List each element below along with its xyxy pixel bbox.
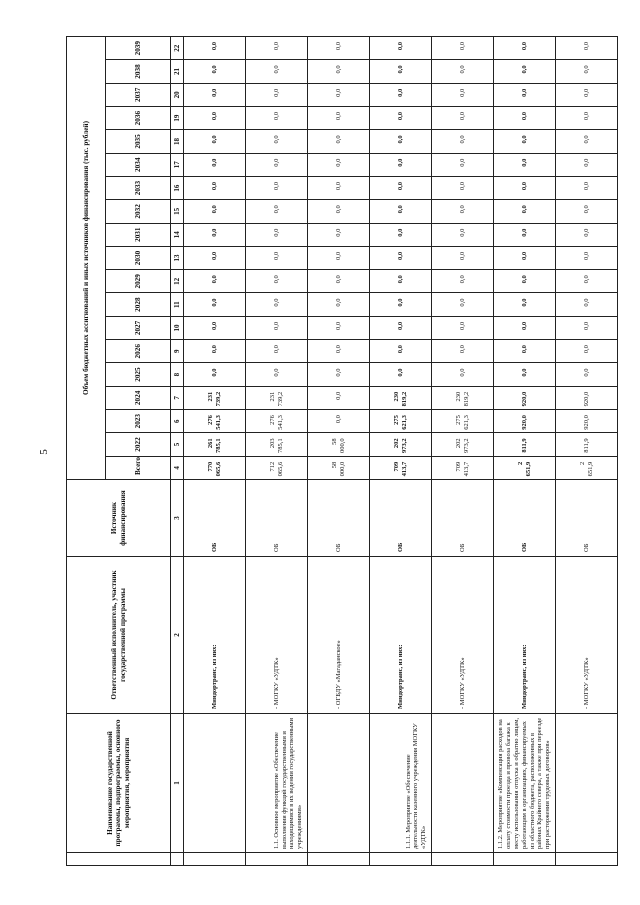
row-value: 0,0 <box>556 246 618 269</box>
row-marker <box>556 853 618 866</box>
column-number: 4 <box>171 456 184 479</box>
row-value: 0,0 <box>308 363 370 386</box>
row-value: 0,0 <box>494 293 556 316</box>
row-value: 0,0 <box>246 130 308 153</box>
row-value: 276 541,3 <box>184 410 246 433</box>
row-value: 0,0 <box>370 246 432 269</box>
row-value: 0,0 <box>308 176 370 199</box>
corner-cell <box>67 853 171 866</box>
row-value: 0,0 <box>308 153 370 176</box>
row-total: 709 413,7 <box>370 456 432 479</box>
column-number: 16 <box>171 176 184 199</box>
table-row <box>556 37 618 866</box>
row-value: 0,0 <box>432 83 494 106</box>
row-value: 0,0 <box>556 363 618 386</box>
row-responsible: Миндортранс, из них: <box>370 557 432 714</box>
header-year: 2029 <box>106 270 171 293</box>
row-value: 0,0 <box>370 363 432 386</box>
row-value: 0,0 <box>184 223 246 246</box>
row-value: 0,0 <box>556 37 618 60</box>
row-source: ОБ <box>432 480 494 557</box>
row-value: 0,0 <box>184 83 246 106</box>
row-responsible: - МОГКУ «УДТК» <box>432 557 494 714</box>
row-value: 0,0 <box>432 37 494 60</box>
row-value: 0,0 <box>184 107 246 130</box>
header-responsible: Ответственный исполнитель, участник государственной программы <box>67 557 171 714</box>
row-value: 0,0 <box>370 153 432 176</box>
column-number: 19 <box>171 107 184 130</box>
header-year: 2031 <box>106 223 171 246</box>
row-value: 0,0 <box>556 83 618 106</box>
row-value: 58 000,0 <box>308 433 370 456</box>
row-value: 0,0 <box>432 316 494 339</box>
row-value: 0,0 <box>246 293 308 316</box>
row-value: 231 739,2 <box>246 386 308 409</box>
row-value: 0,0 <box>246 200 308 223</box>
row-value: 0,0 <box>308 293 370 316</box>
header-year: 2037 <box>106 83 171 106</box>
row-value: 0,0 <box>432 223 494 246</box>
row-value: 0,0 <box>556 270 618 293</box>
row-value: 0,0 <box>556 60 618 83</box>
table-row <box>246 37 308 866</box>
row-value: 0,0 <box>370 316 432 339</box>
column-number: 20 <box>171 83 184 106</box>
row-source: ОБ <box>246 480 308 557</box>
row-value: 0,0 <box>370 200 432 223</box>
row-value: 0,0 <box>494 153 556 176</box>
row-responsible: Миндортранс, из них: <box>184 557 246 714</box>
row-name <box>556 714 618 853</box>
row-name: 1.1.1. Мероприятие «Обеспечение деятельности казенного учреждения МОГКУ «УДТК» <box>370 714 432 853</box>
column-number: 11 <box>171 293 184 316</box>
row-value: 0,0 <box>308 37 370 60</box>
column-number: 21 <box>171 60 184 83</box>
row-source: ОБ <box>556 480 618 557</box>
row-value: 0,0 <box>370 130 432 153</box>
header-year: 2036 <box>106 107 171 130</box>
row-value: 920,0 <box>494 410 556 433</box>
row-value: 0,0 <box>184 340 246 363</box>
column-number: 10 <box>171 316 184 339</box>
row-value: 0,0 <box>432 363 494 386</box>
row-value: 0,0 <box>184 293 246 316</box>
column-number: 1 <box>171 714 184 853</box>
row-value: 230 819,2 <box>432 386 494 409</box>
row-value: 0,0 <box>246 270 308 293</box>
row-value: 0,0 <box>370 270 432 293</box>
row-marker <box>432 853 494 866</box>
table-row <box>184 37 246 866</box>
row-total: 770 065,6 <box>184 456 246 479</box>
row-value: 0,0 <box>308 200 370 223</box>
row-value: 0,0 <box>184 176 246 199</box>
row-value: 0,0 <box>184 200 246 223</box>
row-value: 0,0 <box>556 130 618 153</box>
column-number: 12 <box>171 270 184 293</box>
column-number: 9 <box>171 340 184 363</box>
row-value: 0,0 <box>246 246 308 269</box>
row-value: 0,0 <box>308 386 370 409</box>
row-marker <box>246 853 308 866</box>
header-source: Источник финансирования <box>67 480 171 557</box>
row-value: 0,0 <box>494 83 556 106</box>
column-number: 22 <box>171 37 184 60</box>
row-value: 0,0 <box>370 60 432 83</box>
row-responsible: - ОГБДУ «Магаданское» <box>308 557 370 714</box>
row-value: 0,0 <box>556 340 618 363</box>
row-value: 0,0 <box>246 316 308 339</box>
row-value: 0,0 <box>432 60 494 83</box>
row-value: 0,0 <box>246 340 308 363</box>
row-name <box>432 714 494 853</box>
header-year: 2039 <box>106 37 171 60</box>
header-year: 2026 <box>106 340 171 363</box>
page-number: 5 <box>38 449 50 455</box>
table-row <box>432 37 494 866</box>
row-marker <box>308 853 370 866</box>
row-value: 0,0 <box>184 130 246 153</box>
column-number: 13 <box>171 246 184 269</box>
header-year: 2023 <box>106 410 171 433</box>
row-value: 0,0 <box>556 153 618 176</box>
row-value: 0,0 <box>432 107 494 130</box>
row-value: 0,0 <box>246 107 308 130</box>
row-value: 202 973,2 <box>432 433 494 456</box>
column-number: 17 <box>171 153 184 176</box>
row-source: ОБ <box>370 480 432 557</box>
header-year: 2027 <box>106 316 171 339</box>
row-value: 0,0 <box>184 37 246 60</box>
row-marker <box>494 853 556 866</box>
row-value: 0,0 <box>494 340 556 363</box>
row-value: 202 973,2 <box>370 433 432 456</box>
row-value: 0,0 <box>308 223 370 246</box>
row-value: 0,0 <box>308 107 370 130</box>
row-value: 261 785,1 <box>184 433 246 456</box>
header-year: 2030 <box>106 246 171 269</box>
row-value: 0,0 <box>494 270 556 293</box>
row-value: 0,0 <box>432 270 494 293</box>
row-value: 0,0 <box>184 316 246 339</box>
row-value: 0,0 <box>246 223 308 246</box>
row-source: ОБ <box>184 480 246 557</box>
column-number <box>171 853 184 866</box>
header-year: 2032 <box>106 200 171 223</box>
row-responsible: Миндортранс, из них: <box>494 557 556 714</box>
row-value: 0,0 <box>494 200 556 223</box>
header-year: 2035 <box>106 130 171 153</box>
column-number: 2 <box>171 557 184 714</box>
row-total: 2 651,9 <box>556 456 618 479</box>
row-name <box>308 714 370 853</box>
table-row <box>308 37 370 866</box>
row-value: 0,0 <box>308 316 370 339</box>
header-volume: Объем бюджетных ассигнований и иных источников финансирования (тыс. рублей) <box>67 37 106 480</box>
column-number: 14 <box>171 223 184 246</box>
row-total: 709 413,7 <box>432 456 494 479</box>
row-value: 0,0 <box>556 176 618 199</box>
row-value: 920,0 <box>494 386 556 409</box>
row-value: 0,0 <box>494 246 556 269</box>
row-value: 0,0 <box>556 293 618 316</box>
row-value: 0,0 <box>184 270 246 293</box>
header-year: 2025 <box>106 363 171 386</box>
row-value: 0,0 <box>494 316 556 339</box>
row-value: 0,0 <box>494 130 556 153</box>
row-value: 0,0 <box>308 60 370 83</box>
column-number: 6 <box>171 410 184 433</box>
row-value: 0,0 <box>308 246 370 269</box>
row-value: 0,0 <box>556 316 618 339</box>
row-name: 1.1. Основное мероприятие «Обеспечение выполнения функций государственными и находящимися в их ведении государственными учреждениями» <box>246 714 308 853</box>
column-number: 5 <box>171 433 184 456</box>
column-number-row <box>171 37 184 866</box>
row-value: 0,0 <box>370 293 432 316</box>
row-value: 0,0 <box>246 83 308 106</box>
column-number: 15 <box>171 200 184 223</box>
row-value: 0,0 <box>184 153 246 176</box>
row-value: 0,0 <box>432 200 494 223</box>
row-value: 0,0 <box>494 37 556 60</box>
row-responsible: - МОГКУ «УДТК» <box>556 557 618 714</box>
header-year: 2033 <box>106 176 171 199</box>
header-year: 2028 <box>106 293 171 316</box>
header-year: 2034 <box>106 153 171 176</box>
column-number: 3 <box>171 480 184 557</box>
column-number: 8 <box>171 363 184 386</box>
row-value: 0,0 <box>308 270 370 293</box>
rotated-budget-table-page <box>66 36 630 866</box>
row-value: 275 621,3 <box>370 410 432 433</box>
row-total: 2 651,9 <box>494 456 556 479</box>
row-value: 920,0 <box>556 410 618 433</box>
row-value: 0,0 <box>246 60 308 83</box>
column-number: 18 <box>171 130 184 153</box>
row-value: 0,0 <box>308 410 370 433</box>
row-value: 0,0 <box>370 223 432 246</box>
budget-table <box>66 36 618 866</box>
row-value: 920,0 <box>556 386 618 409</box>
row-value: 0,0 <box>432 340 494 363</box>
row-value: 0,0 <box>370 37 432 60</box>
row-value: 0,0 <box>494 176 556 199</box>
row-value: 811,9 <box>494 433 556 456</box>
header-name: Наименование государственной программы, подпрограммы, основного мероприятия, мероприятия <box>67 714 171 853</box>
row-value: 0,0 <box>184 60 246 83</box>
row-value: 0,0 <box>494 223 556 246</box>
row-value: 0,0 <box>370 340 432 363</box>
row-value: 0,0 <box>432 130 494 153</box>
table-row <box>370 37 432 866</box>
row-value: 0,0 <box>246 363 308 386</box>
row-marker <box>184 853 246 866</box>
header-total: Всего <box>106 456 171 479</box>
row-value: 0,0 <box>370 83 432 106</box>
row-responsible: - МОГКУ «УДТК» <box>246 557 308 714</box>
row-value: 230 819,2 <box>370 386 432 409</box>
row-value: 0,0 <box>370 176 432 199</box>
row-value: 0,0 <box>432 293 494 316</box>
row-value: 0,0 <box>246 176 308 199</box>
row-value: 0,0 <box>308 83 370 106</box>
row-marker <box>370 853 432 866</box>
row-value: 0,0 <box>246 153 308 176</box>
row-value: 0,0 <box>308 130 370 153</box>
row-value: 0,0 <box>246 37 308 60</box>
row-value: 0,0 <box>184 363 246 386</box>
table-row <box>494 37 556 866</box>
row-name <box>184 714 246 853</box>
row-value: 0,0 <box>432 153 494 176</box>
row-source: ОБ <box>494 480 556 557</box>
row-source: ОБ <box>308 480 370 557</box>
row-total: 712 065,6 <box>246 456 308 479</box>
header-row-1 <box>67 37 106 866</box>
row-value: 203 785,1 <box>246 433 308 456</box>
row-name: 1.1.2. Мероприятие «Компенсация расходов на оплату стоимости проезда и провоза багажа к месту использования отпуска и обратно лицам, работающим в организациях, финансируемых из областного бюджета, расположенных в районах Крайнего севера, а также при переезде при расторжении трудовых договоров» <box>494 714 556 853</box>
row-value: 0,0 <box>432 246 494 269</box>
row-value: 0,0 <box>494 107 556 130</box>
header-year: 2038 <box>106 60 171 83</box>
row-value: 0,0 <box>184 246 246 269</box>
header-year: 2022 <box>106 433 171 456</box>
row-value: 0,0 <box>432 176 494 199</box>
row-total: 58 000,0 <box>308 456 370 479</box>
row-value: 0,0 <box>494 60 556 83</box>
row-value: 276 541,3 <box>246 410 308 433</box>
row-value: 0,0 <box>494 363 556 386</box>
row-value: 275 621,3 <box>432 410 494 433</box>
row-value: 0,0 <box>308 340 370 363</box>
row-value: 0,0 <box>556 223 618 246</box>
row-value: 811,9 <box>556 433 618 456</box>
row-value: 0,0 <box>556 107 618 130</box>
row-value: 231 739,2 <box>184 386 246 409</box>
column-number: 7 <box>171 386 184 409</box>
row-value: 0,0 <box>556 200 618 223</box>
row-value: 0,0 <box>370 107 432 130</box>
header-year: 2024 <box>106 386 171 409</box>
